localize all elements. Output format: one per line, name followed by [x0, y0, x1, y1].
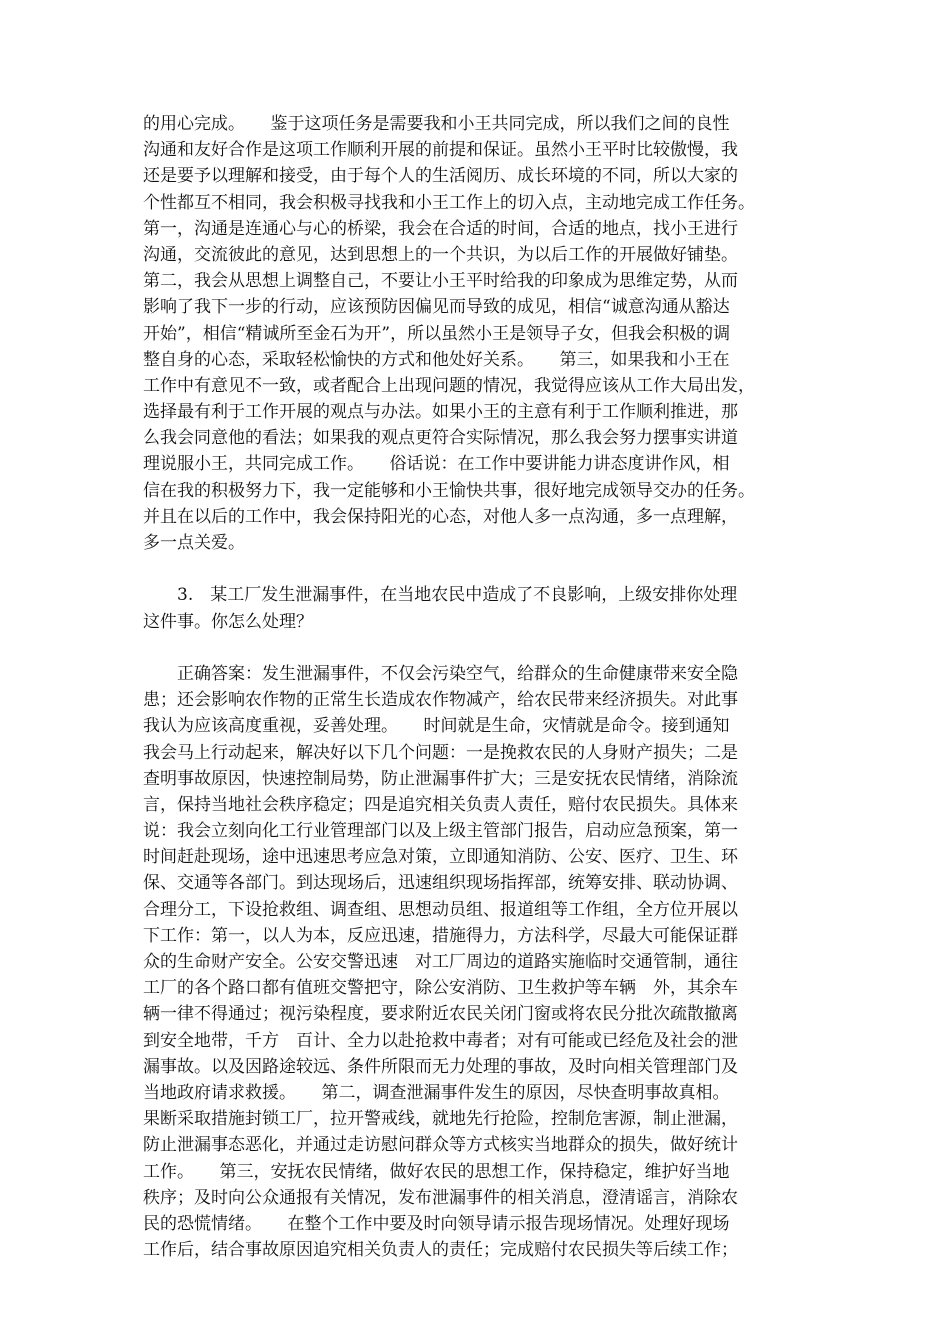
paragraph-gap [143, 635, 811, 661]
answer-line: 漏事故。以及因路途较远、条件所限而无力处理的事故，及时向相关管理部门及 [143, 1056, 738, 1077]
answer-line: 时间赶赴现场，途中迅速思考应急对策，立即通知消防、公安、医疗、卫生、环 [143, 847, 738, 868]
text-line: 的用心完成。 鉴于这项任务是需要我和小王共同完成，所以我们之间的良性 [143, 114, 730, 134]
text-line: 个性都互不相同，我会积极寻找我和小王工作上的切入点，主动地完成工作任务。 [143, 192, 755, 213]
text-line: 么我会同意他的看法；如果我的观点更符合实际情况，那么我会努力摆事实讲道 [143, 428, 738, 449]
answer-line: 说：我会立刻向化工行业管理部门以及上级主管部门报告，启动应急预案，第一 [143, 821, 738, 842]
answer-line: 合理分工，下设抢救组、调查组、思想动员组、报道组等工作组，全方位开展以 [143, 899, 738, 920]
answer-line: 查明事故原因，快速控制局势，防止泄漏事件扩大；三是安抚农民情绪，消除流 [143, 768, 738, 789]
document-page [143, 111, 811, 1263]
text-line: 选择最有利于工作开展的观点与办法。如果小王的主意有利于工作顺利推进，那 [143, 402, 738, 423]
text-line: 工作中有意见不一致，或者配合上出现问题的情况，我觉得应该从工作大局出发， [143, 375, 755, 396]
answer-line: 下工作：第一，以人为本，反应迅速，措施得力，方法科学，尽最大可能保证群 [143, 925, 738, 946]
answer-line: 工厂的各个路口都有值班交警把守，除公安消防、卫生救护等车辆 外，其余车 [143, 978, 738, 999]
text-line: 整自身的心态，采取轻松愉快的方式和他处好关系。 第三，如果我和小王在 [143, 349, 730, 370]
text-line: 信在我的积极努力下，我一定能够和小王愉快共事，很好地完成领导交办的任务。 [143, 480, 755, 501]
question-3 [143, 582, 811, 634]
answer-line: 秩序；及时向公众通报有关情况，发布泄漏事件的相关消息，澄清谣言，消除农 [143, 1187, 738, 1208]
answer-line: 工作。 第三，安抚农民情绪，做好农民的思想工作，保持稳定，维护好当地 [143, 1161, 730, 1182]
answer-line: 当地政府请求救援。 第二，调查泄漏事件发生的原因，尽快查明事故真相。 [143, 1082, 730, 1103]
answer-line: 言，保持当地社会秩序稳定；四是追究相关负责人责任，赔付农民损失。具体来 [143, 794, 738, 815]
answer-line: 到安全地带，千方 百计、全力以赴抢救中毒者；对有可能或已经危及社会的泄 [143, 1030, 738, 1051]
answer-line: 辆一律不得通过；视污染程度，要求附近农民关闭门窗或将农民分批次疏散撤离 [143, 1004, 738, 1025]
answer-line: 我认为应该高度重视，妥善处理。 时间就是生命，灾情就是命令。接到通知 [143, 716, 730, 737]
answer-line: 工作后，结合事故原因追究相关负责人的责任；完成赔付农民损失等后续工作； [143, 1240, 738, 1261]
text-line: 并且在以后的工作中，我会保持阳光的心态，对他人多一点沟通，多一点理解， [143, 506, 738, 527]
paragraph-block-1 [143, 111, 811, 556]
answer-line: 果断采取措施封锁工厂，拉开警戒线，就地先行抢险，控制危害源，制止泄漏， [143, 1109, 738, 1130]
text-line: 沟通，交流彼此的意见，达到思想上的一个共识，为以后工作的开展做好铺垫。 [143, 244, 738, 265]
paragraph-gap [143, 556, 811, 582]
text-line: 多一点关爱。 [143, 533, 245, 553]
answer-line: 正确答案：发生泄漏事件，不仅会污染空气，给群众的生命健康带来安全隐 [143, 663, 738, 684]
answer-line: 保、交通等各部门。到达现场后，迅速组织现场指挥部，统筹安排、联动协调、 [143, 873, 738, 894]
question-line: 这件事。你怎么处理？ [143, 611, 313, 632]
answer-line: 民的恐慌情绪。 在整个工作中要及时向领导请示报告现场情况。处理好现场 [143, 1213, 730, 1234]
text-line: 沟通和友好合作是这项工作顺利开展的前提和保证。虽然小王平时比较傲慢，我 [143, 140, 738, 161]
text-line: 影响了我下一步的行动，应该预防因偏见而导致的成见，相信“诚意沟通从豁达 [143, 297, 730, 318]
question-line: 3. 某工厂发生泄漏事件，在当地农民中造成了不良影响，上级安排你处理 [143, 585, 738, 606]
text-line: 还是要予以理解和接受，由于每个人的生活阅历、成长环境的不同，所以大家的 [143, 166, 738, 187]
answer-block [143, 661, 811, 1263]
answer-line: 众的生命财产安全。公安交警迅速 对工厂周边的道路实施临时交通管制，通往 [143, 952, 738, 972]
text-line: 第二，我会从思想上调整自己，不要让小王平时给我的印象成为思维定势，从而 [143, 271, 738, 292]
answer-line: 患；还会影响农作物的正常生长造成农作物减产，给农民带来经济损失。对此事 [143, 690, 738, 711]
answer-line: 防止泄漏事态恶化，并通过走访慰问群众等方式核实当地群众的损失，做好统计 [143, 1135, 738, 1156]
text-line: 理说服小王，共同完成工作。 俗话说：在工作中要讲能力讲态度讲作风，相 [143, 454, 730, 475]
answer-line: 我会马上行动起来，解决好以下几个问题：一是挽救农民的人身财产损失；二是 [143, 742, 738, 763]
text-line: 第一，沟通是连通心与心的桥梁，我会在合适的时间，合适的地点，找小王进行 [143, 218, 738, 239]
text-line: 开始”，相信“精诚所至金石为开”，所以虽然小王是领导子女，但我会积极的调 [143, 323, 731, 344]
